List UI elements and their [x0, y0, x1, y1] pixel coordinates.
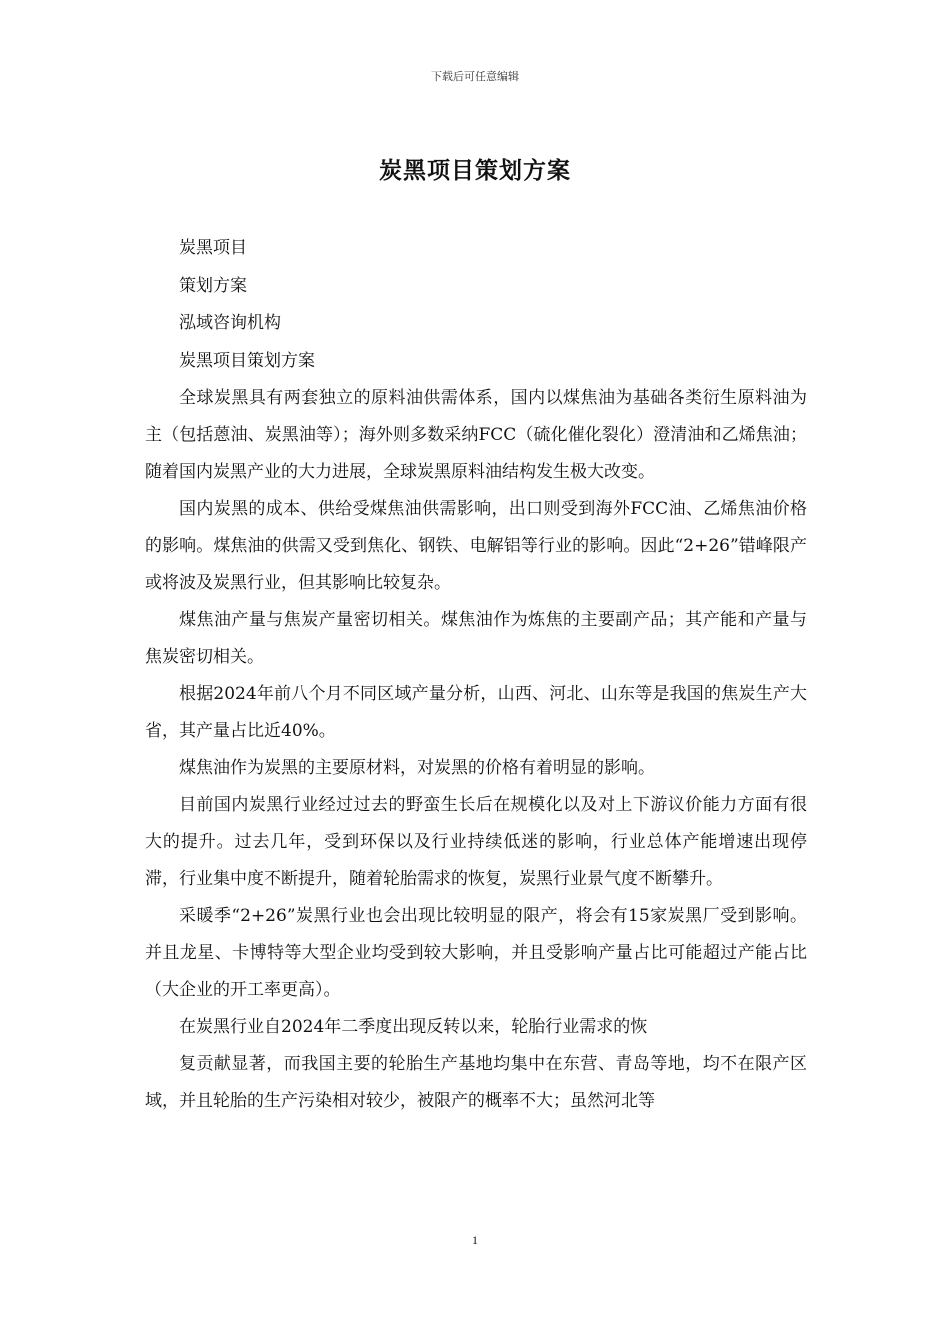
paragraph: 目前国内炭黑行业经过过去的野蛮生长后在规模化以及对上下游议价能力方面有很大的提升。过去几年，受到环保以及行业持续低迷的影响，行业总体产能增速出现停滞，行业集中度不断提升，随着轮胎需求的恢复，炭黑行业景气度不断攀升。 — [145, 795, 807, 889]
paragraph: 采暖季“2+26”炭黑行业也会出现比较明显的限产，将会有15家炭黑厂受到影响。并且龙星、卡博特等大型企业均受到较大影响，并且受影响产量占比可能超过产能占比（大企业的开工率更高）。 — [145, 906, 807, 1000]
paragraph: 根据2024年前八个月不同区域产量分析，山西、河北、山东等是我国的焦炭生产大省，其产量占比近40%。 — [145, 684, 807, 741]
paragraph: 复贡献显著，而我国主要的轮胎生产基地均集中在东营、青岛等地，均不在限产区域，并且轮胎的生产污染相对较少，被限产的概率不大；虽然河北等 — [145, 1054, 807, 1111]
paragraph: 炭黑项目 — [179, 238, 247, 258]
paragraph: 泓域咨询机构 — [179, 313, 281, 333]
paragraph: 全球炭黑具有两套独立的原料油供需体系，国内以煤焦油为基础各类衍生原料油为主（包括蒽油、炭黑油等）；海外则多数采纳FCC（硫化催化裂化）澄清油和乙烯焦油；随着国内炭黑产业的大力进展，全球炭黑原料油结构发生极大改变。 — [145, 388, 807, 482]
paragraph: 炭黑项目策划方案 — [179, 350, 315, 371]
paragraph: 在炭黑行业自2024年二季度出现反转以来，轮胎行业需求的恢 — [179, 1017, 648, 1037]
paragraph: 策划方案 — [179, 275, 247, 296]
header-note: 下载后可任意编辑 — [431, 70, 519, 83]
paragraph: 煤焦油作为炭黑的主要原材料，对炭黑的价格有着明显的影响。 — [179, 758, 655, 778]
document-body — [145, 230, 807, 1120]
page-number: 1 — [472, 1233, 478, 1247]
paragraph: 国内炭黑的成本、供给受煤焦油供需影响，出口则受到海外FCC油、乙烯焦油价格的影响。煤焦油的供需又受到焦化、钢铁、电解铝等行业的影响。因此“2+26”错峰限产或将波及炭黑行业，但其影响比较复杂。 — [145, 499, 807, 593]
paragraph: 煤焦油产量与焦炭产量密切相关。煤焦油作为炼焦的主要副产品；其产能和产量与焦炭密切相关。 — [145, 610, 807, 667]
document-title: 炭黑项目策划方案 — [379, 157, 571, 184]
